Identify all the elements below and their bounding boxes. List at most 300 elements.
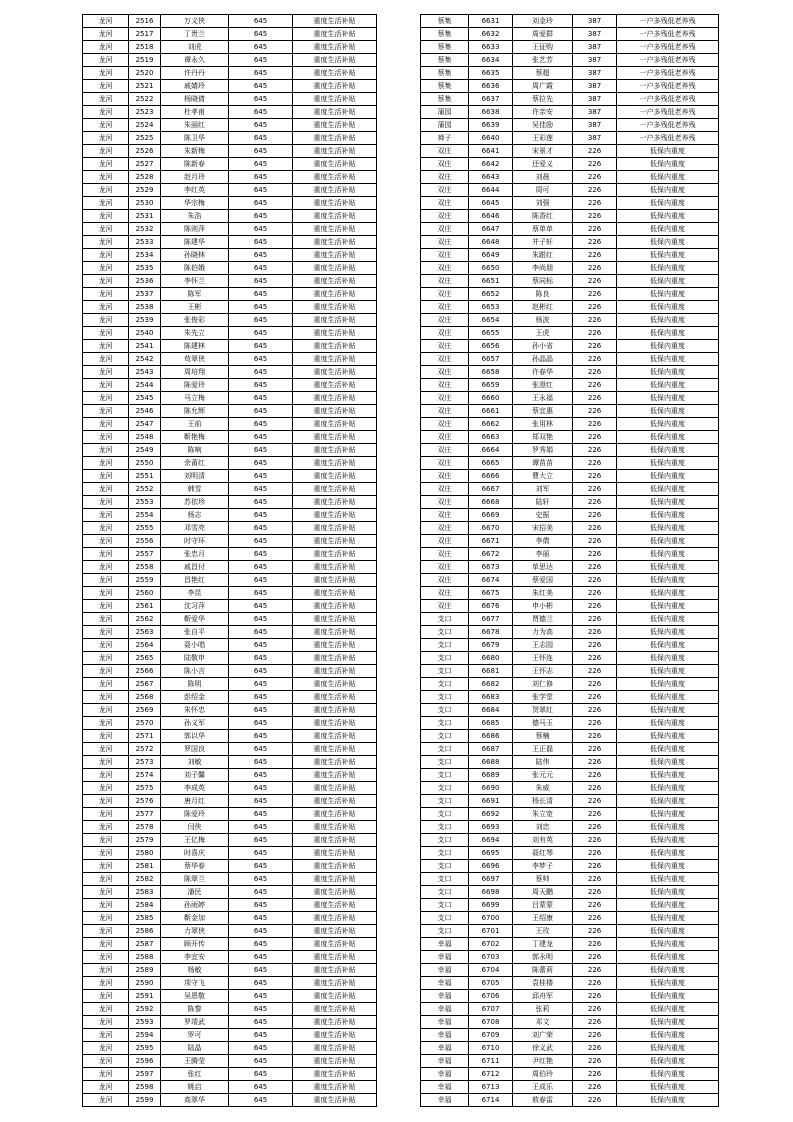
type-cell: 低保内重度 [617, 457, 719, 470]
amount-cell: 645 [229, 314, 293, 327]
table-row [421, 717, 719, 730]
table-row [83, 821, 377, 834]
table-row [83, 782, 377, 795]
town-cell: 龙河 [83, 704, 129, 717]
name-cell: 苟翠侠 [161, 353, 229, 366]
name-cell: 朱新梅 [161, 145, 229, 158]
table-row [83, 119, 377, 132]
table-row [83, 28, 377, 41]
table-row [421, 171, 719, 184]
number-cell: 6640 [469, 132, 513, 145]
number-cell: 6635 [469, 67, 513, 80]
name-cell: 贺翠红 [513, 704, 573, 717]
number-cell: 2532 [129, 223, 161, 236]
type-cell: 重度生活补贴 [293, 587, 377, 600]
type-cell: 重度生活补贴 [293, 392, 377, 405]
name-cell: 王虎 [513, 327, 573, 340]
table-row [421, 249, 719, 262]
type-cell: 低保内重度 [617, 535, 719, 548]
name-cell: 张元元 [513, 769, 573, 782]
amount-cell: 645 [229, 457, 293, 470]
amount-cell: 645 [229, 41, 293, 54]
table-row [421, 951, 719, 964]
name-cell: 彭绍金 [161, 691, 229, 704]
name-cell: 陈爱玲 [161, 379, 229, 392]
town-cell: 双庄 [421, 210, 469, 223]
town-cell: 支口 [421, 873, 469, 886]
table-row [421, 639, 719, 652]
type-cell: 低保内重度 [617, 834, 719, 847]
type-cell: 低保内重度 [617, 1029, 719, 1042]
table-row [83, 288, 377, 301]
town-cell: 双庄 [421, 600, 469, 613]
number-cell: 6670 [469, 522, 513, 535]
town-cell: 龙河 [83, 886, 129, 899]
table-row [83, 1042, 377, 1055]
name-cell: 朱先立 [161, 327, 229, 340]
number-cell: 2535 [129, 262, 161, 275]
table-row [83, 262, 377, 275]
amount-cell: 645 [229, 1003, 293, 1016]
number-cell: 2571 [129, 730, 161, 743]
amount-cell: 226 [573, 821, 617, 834]
name-cell: 潘民 [161, 886, 229, 899]
town-cell: 双庄 [421, 548, 469, 561]
amount-cell: 645 [229, 301, 293, 314]
name-cell: 蔡超 [513, 67, 573, 80]
type-cell: 重度生活补贴 [293, 717, 377, 730]
town-cell: 蔡集 [421, 41, 469, 54]
type-cell: 重度生活补贴 [293, 236, 377, 249]
table-row [421, 873, 719, 886]
number-cell: 2595 [129, 1042, 161, 1055]
table-row [83, 171, 377, 184]
town-cell: 蔡集 [421, 15, 469, 28]
number-cell: 6649 [469, 249, 513, 262]
type-cell: 低保内重度 [617, 197, 719, 210]
name-cell: 刘广荣 [513, 1029, 573, 1042]
type-cell: 重度生活补贴 [293, 522, 377, 535]
town-cell: 支口 [421, 626, 469, 639]
table-row [83, 691, 377, 704]
town-cell: 龙河 [83, 457, 129, 470]
number-cell: 2584 [129, 899, 161, 912]
amount-cell: 226 [573, 158, 617, 171]
amount-cell: 645 [229, 1094, 293, 1107]
name-cell: 杜孝甫 [161, 106, 229, 119]
number-cell: 2525 [129, 132, 161, 145]
name-cell: 苏依珍 [161, 496, 229, 509]
amount-cell: 226 [573, 899, 617, 912]
town-cell: 支口 [421, 899, 469, 912]
amount-cell: 645 [229, 93, 293, 106]
number-cell: 2560 [129, 587, 161, 600]
amount-cell: 387 [573, 15, 617, 28]
name-cell: 还爱义 [513, 158, 573, 171]
number-cell: 6662 [469, 418, 513, 431]
table-row [83, 314, 377, 327]
town-cell: 龙河 [83, 899, 129, 912]
name-cell: 杨晓倩 [161, 93, 229, 106]
name-cell: 朱红美 [513, 587, 573, 600]
table-row [421, 925, 719, 938]
table-row [421, 1042, 719, 1055]
name-cell: 郭永明 [513, 951, 573, 964]
name-cell: 谭永久 [161, 54, 229, 67]
type-cell: 重度生活补贴 [293, 457, 377, 470]
type-cell: 重度生活补贴 [293, 197, 377, 210]
name-cell: 郭以华 [161, 730, 229, 743]
town-cell: 龙河 [83, 41, 129, 54]
type-cell: 低保内重度 [617, 574, 719, 587]
type-cell: 低保内重度 [617, 314, 719, 327]
table-row [421, 769, 719, 782]
number-cell: 6707 [469, 1003, 513, 1016]
table-row [83, 210, 377, 223]
table-row [421, 1029, 719, 1042]
table-row [83, 548, 377, 561]
town-cell: 双庄 [421, 314, 469, 327]
amount-cell: 645 [229, 951, 293, 964]
number-cell: 6674 [469, 574, 513, 587]
type-cell: 重度生活补贴 [293, 886, 377, 899]
name-cell: 闫侠 [161, 821, 229, 834]
number-cell: 2588 [129, 951, 161, 964]
type-cell: 重度生活补贴 [293, 366, 377, 379]
amount-cell: 226 [573, 912, 617, 925]
type-cell: 重度生活补贴 [293, 600, 377, 613]
number-cell: 2567 [129, 678, 161, 691]
table-row [83, 223, 377, 236]
number-cell: 2540 [129, 327, 161, 340]
town-cell: 龙河 [83, 262, 129, 275]
number-cell: 2594 [129, 1029, 161, 1042]
town-cell: 支口 [421, 665, 469, 678]
number-cell: 6658 [469, 366, 513, 379]
amount-cell: 226 [573, 314, 617, 327]
table-row [83, 106, 377, 119]
town-cell: 幸福 [421, 1003, 469, 1016]
town-cell: 龙河 [83, 925, 129, 938]
number-cell: 6656 [469, 340, 513, 353]
amount-cell: 645 [229, 223, 293, 236]
name-cell: 陆晶 [161, 1042, 229, 1055]
amount-cell: 645 [229, 626, 293, 639]
type-cell: 重度生活补贴 [293, 899, 377, 912]
number-cell: 6672 [469, 548, 513, 561]
table-row [83, 938, 377, 951]
type-cell: 重度生活补贴 [293, 951, 377, 964]
town-cell: 龙河 [83, 197, 129, 210]
town-cell: 双庄 [421, 457, 469, 470]
amount-cell: 645 [229, 548, 293, 561]
number-cell: 6700 [469, 912, 513, 925]
amount-cell: 387 [573, 119, 617, 132]
table-row [421, 847, 719, 860]
number-cell: 6639 [469, 119, 513, 132]
amount-cell: 226 [573, 548, 617, 561]
name-cell: 赵彬红 [513, 301, 573, 314]
table-row [421, 301, 719, 314]
number-cell: 2573 [129, 756, 161, 769]
number-cell: 6704 [469, 964, 513, 977]
name-cell: 申小彬 [513, 600, 573, 613]
town-cell: 支口 [421, 691, 469, 704]
name-cell: 靳金加 [161, 912, 229, 925]
type-cell: 重度生活补贴 [293, 171, 377, 184]
number-cell: 2585 [129, 912, 161, 925]
number-cell: 6679 [469, 639, 513, 652]
number-cell: 6699 [469, 899, 513, 912]
name-cell: 杨波 [513, 314, 573, 327]
table-row [421, 54, 719, 67]
table-row [83, 639, 377, 652]
amount-cell: 645 [229, 483, 293, 496]
type-cell: 低保内重度 [617, 496, 719, 509]
table-row [83, 678, 377, 691]
amount-cell: 226 [573, 249, 617, 262]
name-cell: 刘明清 [161, 470, 229, 483]
name-cell: 刘军 [513, 483, 573, 496]
number-cell: 6702 [469, 938, 513, 951]
town-cell: 支口 [421, 704, 469, 717]
table-row [421, 184, 719, 197]
town-cell: 双庄 [421, 470, 469, 483]
table-row [83, 834, 377, 847]
type-cell: 重度生活补贴 [293, 340, 377, 353]
town-cell: 龙河 [83, 639, 129, 652]
amount-cell: 645 [229, 15, 293, 28]
table-row [83, 80, 377, 93]
town-cell: 龙河 [83, 327, 129, 340]
number-cell: 6632 [469, 28, 513, 41]
number-cell: 2544 [129, 379, 161, 392]
name-cell: 陈香红 [513, 210, 573, 223]
number-cell: 2546 [129, 405, 161, 418]
name-cell: 陈卫华 [161, 132, 229, 145]
name-cell: 王征购 [513, 41, 573, 54]
type-cell: 重度生活补贴 [293, 1042, 377, 1055]
table-row [421, 509, 719, 522]
amount-cell: 226 [573, 275, 617, 288]
name-cell: 徐义武 [513, 1042, 573, 1055]
table-row [83, 54, 377, 67]
name-cell: 朱丽红 [161, 119, 229, 132]
amount-cell: 645 [229, 1042, 293, 1055]
number-cell: 6654 [469, 314, 513, 327]
number-cell: 6676 [469, 600, 513, 613]
town-cell: 龙河 [83, 236, 129, 249]
type-cell: 低保内重度 [617, 145, 719, 158]
amount-cell: 645 [229, 431, 293, 444]
number-cell: 6711 [469, 1055, 513, 1068]
number-cell: 2592 [129, 1003, 161, 1016]
amount-cell: 387 [573, 28, 617, 41]
name-cell: 张忠月 [161, 548, 229, 561]
amount-cell: 226 [573, 600, 617, 613]
type-cell: 重度生活补贴 [293, 873, 377, 886]
town-cell: 龙河 [83, 106, 129, 119]
amount-cell: 226 [573, 964, 617, 977]
town-cell: 禅子 [421, 132, 469, 145]
number-cell: 6655 [469, 327, 513, 340]
table-row [83, 1029, 377, 1042]
amount-cell: 226 [573, 938, 617, 951]
type-cell: 低保内重度 [617, 873, 719, 886]
town-cell: 龙河 [83, 1094, 129, 1107]
type-cell: 低保内重度 [617, 327, 719, 340]
table-row [421, 314, 719, 327]
number-cell: 6637 [469, 93, 513, 106]
name-cell: 丁建龙 [513, 938, 573, 951]
type-cell: 一户多残低老养残 [617, 93, 719, 106]
type-cell: 重度生活补贴 [293, 847, 377, 860]
table-row [83, 236, 377, 249]
amount-cell: 226 [573, 574, 617, 587]
type-cell: 低保内重度 [617, 652, 719, 665]
name-cell: 王正磊 [513, 743, 573, 756]
table-row [83, 964, 377, 977]
number-cell: 6643 [469, 171, 513, 184]
town-cell: 双庄 [421, 522, 469, 535]
amount-cell: 387 [573, 132, 617, 145]
number-cell: 2523 [129, 106, 161, 119]
number-cell: 6682 [469, 678, 513, 691]
name-cell: 史振 [513, 509, 573, 522]
table-row [421, 15, 719, 28]
town-cell: 支口 [421, 834, 469, 847]
table-row [83, 847, 377, 860]
number-cell: 6691 [469, 795, 513, 808]
amount-cell: 645 [229, 873, 293, 886]
table-row [421, 1016, 719, 1029]
table-row [421, 1081, 719, 1094]
number-cell: 2541 [129, 340, 161, 353]
table-row [83, 366, 377, 379]
name-cell: 陈建华 [161, 236, 229, 249]
number-cell: 2543 [129, 366, 161, 379]
town-cell: 双庄 [421, 418, 469, 431]
table-row [421, 821, 719, 834]
number-cell: 2564 [129, 639, 161, 652]
name-cell: 罗靖武 [161, 1016, 229, 1029]
amount-cell: 226 [573, 509, 617, 522]
amount-cell: 645 [229, 80, 293, 93]
type-cell: 低保内重度 [617, 1003, 719, 1016]
type-cell: 低保内重度 [617, 418, 719, 431]
table-row [83, 1094, 377, 1107]
name-cell: 张自平 [161, 626, 229, 639]
town-cell: 龙河 [83, 1068, 129, 1081]
name-cell: 戚婧玲 [161, 80, 229, 93]
town-cell: 龙河 [83, 366, 129, 379]
town-cell: 双庄 [421, 223, 469, 236]
table-row [83, 457, 377, 470]
number-cell: 2542 [129, 353, 161, 366]
number-cell: 6695 [469, 847, 513, 860]
name-cell: 杨志 [161, 509, 229, 522]
number-cell: 6680 [469, 652, 513, 665]
number-cell: 2583 [129, 886, 161, 899]
town-cell: 双庄 [421, 262, 469, 275]
number-cell: 2599 [129, 1094, 161, 1107]
number-cell: 2557 [129, 548, 161, 561]
amount-cell: 226 [573, 613, 617, 626]
type-cell: 重度生活补贴 [293, 730, 377, 743]
name-cell: 孙小省 [513, 340, 573, 353]
table-row [421, 262, 719, 275]
number-cell: 6689 [469, 769, 513, 782]
town-cell: 支口 [421, 821, 469, 834]
number-cell: 6664 [469, 444, 513, 457]
right-table [420, 14, 719, 1107]
table-row [421, 886, 719, 899]
town-cell: 龙河 [83, 1003, 129, 1016]
amount-cell: 645 [229, 938, 293, 951]
number-cell: 2520 [129, 67, 161, 80]
amount-cell: 645 [229, 28, 293, 41]
table-row [421, 665, 719, 678]
town-cell: 幸福 [421, 964, 469, 977]
type-cell: 低保内重度 [617, 366, 719, 379]
name-cell: 陈响 [161, 444, 229, 457]
amount-cell: 226 [573, 1042, 617, 1055]
name-cell: 邱舟军 [513, 990, 573, 1003]
number-cell: 6647 [469, 223, 513, 236]
table-row [421, 431, 719, 444]
amount-cell: 645 [229, 132, 293, 145]
table-row [83, 158, 377, 171]
amount-cell: 226 [573, 678, 617, 691]
amount-cell: 226 [573, 145, 617, 158]
name-cell: 陈新春 [161, 158, 229, 171]
name-cell: 张红 [161, 1068, 229, 1081]
name-cell: 陈良 [513, 288, 573, 301]
type-cell: 重度生活补贴 [293, 405, 377, 418]
left-table [82, 14, 377, 1107]
number-cell: 2524 [129, 119, 161, 132]
town-cell: 龙河 [83, 769, 129, 782]
table-row [421, 574, 719, 587]
type-cell: 重度生活补贴 [293, 678, 377, 691]
amount-cell: 226 [573, 782, 617, 795]
type-cell: 重度生活补贴 [293, 1016, 377, 1029]
type-cell: 低保内重度 [617, 431, 719, 444]
table-row [83, 717, 377, 730]
number-cell: 2562 [129, 613, 161, 626]
town-cell: 支口 [421, 769, 469, 782]
name-cell: 宋招美 [513, 522, 573, 535]
town-cell: 支口 [421, 639, 469, 652]
number-cell: 6683 [469, 691, 513, 704]
number-cell: 6698 [469, 886, 513, 899]
type-cell: 重度生活补贴 [293, 509, 377, 522]
town-cell: 龙河 [83, 821, 129, 834]
name-cell: 贾德兰 [513, 613, 573, 626]
town-cell: 支口 [421, 795, 469, 808]
amount-cell: 226 [573, 184, 617, 197]
number-cell: 2545 [129, 392, 161, 405]
town-cell: 龙河 [83, 444, 129, 457]
town-cell: 支口 [421, 613, 469, 626]
type-cell: 重度生活补贴 [293, 327, 377, 340]
table-row [83, 522, 377, 535]
type-cell: 低保内重度 [617, 288, 719, 301]
town-cell: 双庄 [421, 379, 469, 392]
name-cell: 许丹丹 [161, 67, 229, 80]
number-cell: 6650 [469, 262, 513, 275]
number-cell: 2530 [129, 197, 161, 210]
